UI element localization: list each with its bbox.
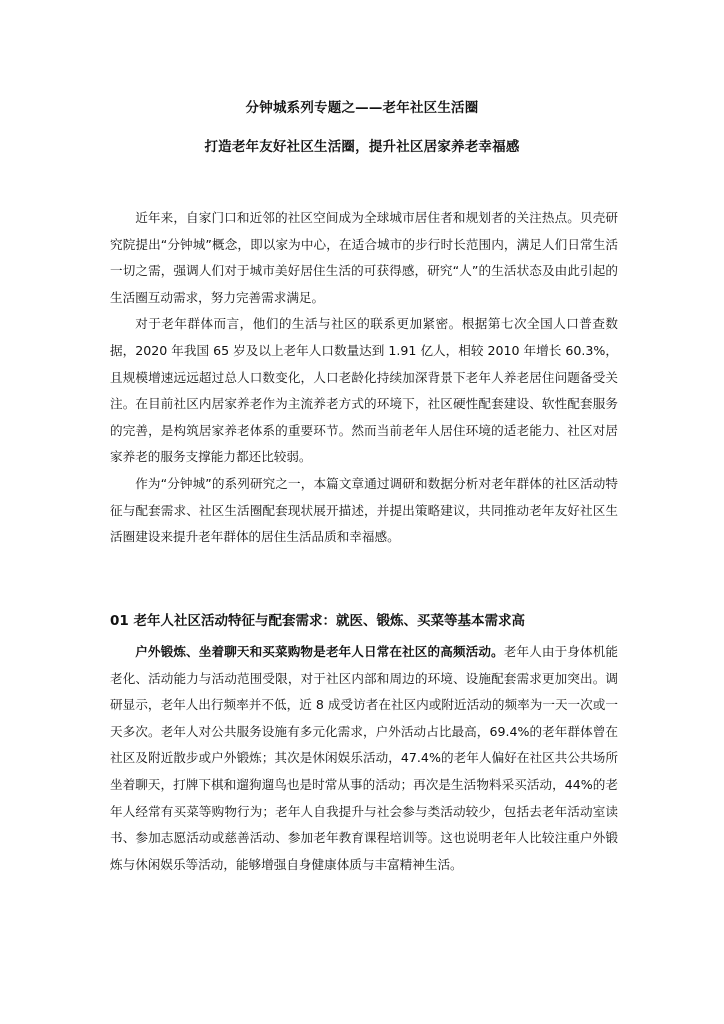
section-1-heading: 01 老年人社区活动特征与配套需求：就医、锻炼、买菜等基本需求高 <box>110 613 525 629</box>
document-title: 分钟城系列专题之——老年社区生活圈 <box>245 100 479 116</box>
section-1-body-text: 老年人由于身体机能老化、活动能力与活动范围受限，对于社区内部和周边的环境、设施配套需求更加突出。调研显示，老年人出行频率并不低，近 8 成受访者在社区内或附近活动的频率为一天一次或一天多次。老年人对公共服务设施有多元化需求，户外活动占比最高，69.4%的老年群体曾在社区及附近散步或户外锻炼；其次是休闲娱乐活动，47.4%的老年人偏好在社区共公共场所坐着聊天，打牌下棋和遛狗遛鸟也是时常从事的活动；再次是生活物料采买活动，44%的老年人经常有买菜等购物行为；老年人自我提升与社会参与类活动较少，包括去老年活动室读书、参加志愿活动或慈善活动、参加老年教育课程培训等。这也说明老年人比较注重户外锻炼与休闲娱乐等活动，能够增强自身健康体质与丰富精神生活。 <box>110 644 619 872</box>
section-1-body <box>110 639 618 878</box>
document-subtitle: 打造老年友好社区生活圈，提升社区居家养老幸福感 <box>204 139 520 155</box>
intro-paragraph-3: 作为“分钟城”的系列研究之一，本篇文章通过调研和数据分析对老年群体的社区活动特征与配套需求、社区生活圈配套现状展开描述，并提出策略建议，共同推动老年友好社区生活圈建设来提升老年群体的居住生活品质和幸福感。 <box>110 475 618 545</box>
intro-paragraph-1: 近年来，自家门口和近邻的社区空间成为全球城市居住者和规划者的关注热点。贝壳研究院提出“分钟城”概念，即以家为中心，在适合城市的步行时长范围内，满足人们日常生活一切之需，强调人们对于城市美好居住生活的可获得感，研究“人”的生活状态及由此引起的生活圈互动需求，努力完善需求满足。 <box>110 210 618 305</box>
intro-paragraph-2: 对于老年群体而言，他们的生活与社区的联系更加紧密。根据第七次全国人口普查数据，2020 年我国 65 岁及以上老年人口数量达到 1.91 亿人，相较 2010 年增长 60.3%，且规模增速远远超过总人口数变化，人口老龄化持续加深背景下老年人养老居住问题备受关注。在目前社区内居家养老作为主流养老方式的环境下，社区硬性配套建设、软性配套服务的完善，是构筑居家养老体系的重要环节。然而当前老年人居住环境的适老能力、社区对居家养老的服务支撑能力都还比较弱。 <box>110 316 618 465</box>
section-1-lead-sentence: 户外锻炼、坐着聊天和买菜购物是老年人日常在社区的高频活动。 <box>135 644 504 659</box>
section-1-paragraph <box>110 639 618 878</box>
intro-section <box>110 205 618 551</box>
